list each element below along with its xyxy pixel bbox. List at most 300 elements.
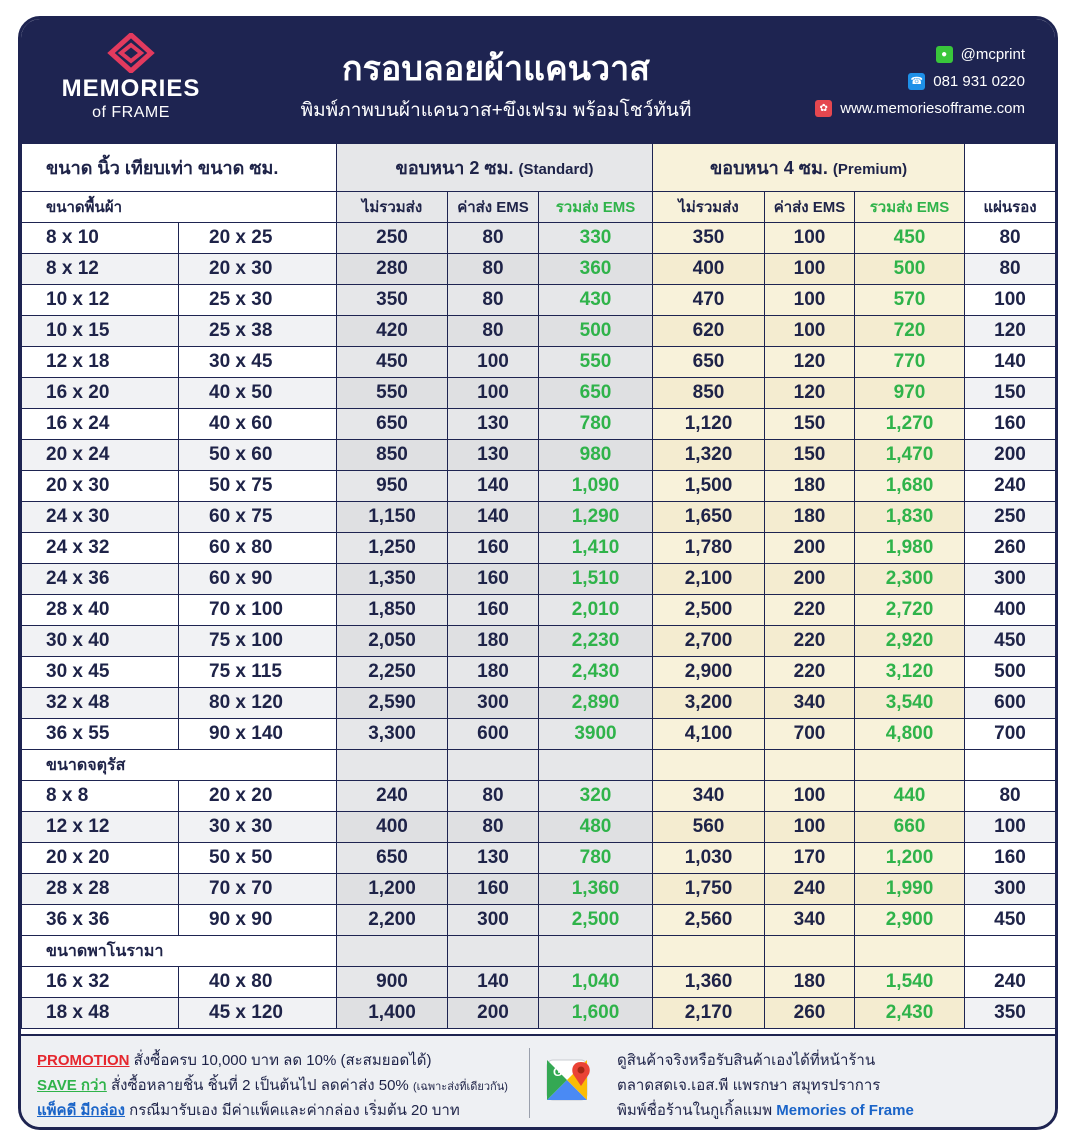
std-no-ship: 650 [337, 843, 448, 874]
pre-with-ems: 1,830 [855, 502, 965, 533]
pre-ems: 120 [765, 347, 855, 378]
std-ems: 160 [448, 874, 539, 905]
pre-with-ems: 570 [855, 285, 965, 316]
section-row [22, 192, 1056, 223]
footer [21, 1034, 1055, 1127]
backing: 450 [965, 626, 1056, 657]
pre-no-ship: 620 [653, 316, 765, 347]
std-ems: 100 [448, 347, 539, 378]
std-no-ship: 1,250 [337, 533, 448, 564]
table-row [22, 595, 1056, 626]
std-ems: 80 [448, 316, 539, 347]
pre-with-ems: 3,540 [855, 688, 965, 719]
size-inch: 20 x 30 [22, 471, 179, 502]
table-row [22, 533, 1056, 564]
table-row [22, 843, 1056, 874]
sub-backing: แผ่นรอง [965, 192, 1056, 223]
price-table [21, 143, 1056, 1029]
empty-cell [965, 936, 1056, 967]
contact-web-text: www.memoriesofframe.com [840, 100, 1025, 117]
empty-cell [855, 750, 965, 781]
empty-cell [448, 750, 539, 781]
pre-with-ems: 720 [855, 316, 965, 347]
std-no-ship: 850 [337, 440, 448, 471]
pre-no-ship: 2,900 [653, 657, 765, 688]
map-info [617, 1048, 914, 1123]
pre-no-ship: 400 [653, 254, 765, 285]
empty-cell [337, 750, 448, 781]
table-row [22, 967, 1056, 998]
pre-no-ship: 1,030 [653, 843, 765, 874]
size-cm: 20 x 30 [179, 254, 337, 285]
standard-header-tag: (Standard) [518, 161, 594, 178]
std-ems: 130 [448, 409, 539, 440]
size-inch: 12 x 18 [22, 347, 179, 378]
table-row [22, 440, 1056, 471]
pre-with-ems: 500 [855, 254, 965, 285]
backing: 80 [965, 223, 1056, 254]
std-with-ems: 780 [539, 843, 653, 874]
pre-ems: 220 [765, 626, 855, 657]
std-sub-with-ems: รวมส่ง EMS [539, 192, 653, 223]
google-maps-icon [545, 1056, 595, 1106]
section-label: ขนาดพาโนรามา [22, 936, 337, 967]
size-inch: 28 x 40 [22, 595, 179, 626]
section-row [22, 750, 1056, 781]
premium-header-tag: (Premium) [832, 161, 908, 178]
pre-ems: 100 [765, 254, 855, 285]
backing: 400 [965, 595, 1056, 626]
std-no-ship: 450 [337, 347, 448, 378]
std-with-ems: 430 [539, 285, 653, 316]
table-row [22, 812, 1056, 843]
size-cm: 50 x 50 [179, 843, 337, 874]
web-icon: ✿ [815, 100, 832, 117]
pack-text: กรณีมารับเอง มีค่าแพ็คและค่ากล่อง เริ่มต้น 20 บาท [125, 1102, 460, 1119]
backing: 450 [965, 905, 1056, 936]
table-row [22, 285, 1056, 316]
pre-no-ship: 4,100 [653, 719, 765, 750]
size-inch: 10 x 15 [22, 316, 179, 347]
section-label: ขนาดพื้นผ้า [22, 192, 337, 223]
save-text: สั่งซื้อหลายชิ้น ชิ้นที่ 2 เป็นต้นไป ลดค่าส่ง 50% [106, 1077, 413, 1094]
std-with-ems: 330 [539, 223, 653, 254]
std-ems: 300 [448, 688, 539, 719]
size-cm: 50 x 60 [179, 440, 337, 471]
pre-no-ship: 1,780 [653, 533, 765, 564]
empty-cell [539, 750, 653, 781]
pre-no-ship: 2,500 [653, 595, 765, 626]
pre-ems: 220 [765, 657, 855, 688]
std-with-ems: 500 [539, 316, 653, 347]
page-subtitle: พิมพ์ภาพบนผ้าแคนวาส+ขึงเฟรม พร้อมโชว์ทันที [300, 100, 692, 121]
price-card [18, 16, 1058, 1130]
backing: 160 [965, 843, 1056, 874]
contact-web[interactable] [815, 95, 1025, 122]
backing: 160 [965, 409, 1056, 440]
size-cm: 80 x 120 [179, 688, 337, 719]
size-inch: 8 x 8 [22, 781, 179, 812]
pre-ems: 340 [765, 905, 855, 936]
pre-with-ems: 1,540 [855, 967, 965, 998]
phone-icon: ☎ [908, 73, 925, 90]
premium-header-label: ขอบหนา 4 ซม. [709, 158, 828, 178]
size-cm: 20 x 20 [179, 781, 337, 812]
size-cm: 25 x 30 [179, 285, 337, 316]
pre-with-ems: 1,680 [855, 471, 965, 502]
pre-ems: 180 [765, 967, 855, 998]
promo-line-pack [37, 1098, 508, 1123]
size-cm: 20 x 25 [179, 223, 337, 254]
pre-with-ems: 3,120 [855, 657, 965, 688]
map-line-2: ตลาดสดเจ.เอส.พี แพรกษา สมุทรปราการ [617, 1077, 881, 1094]
std-with-ems: 1,510 [539, 564, 653, 595]
empty-cell [965, 750, 1056, 781]
std-with-ems: 780 [539, 409, 653, 440]
size-inch: 12 x 12 [22, 812, 179, 843]
section-label: ขนาดจตุรัส [22, 750, 337, 781]
pre-ems: 180 [765, 502, 855, 533]
std-no-ship: 350 [337, 285, 448, 316]
std-ems: 600 [448, 719, 539, 750]
blank-header [965, 144, 1056, 192]
size-cm: 60 x 75 [179, 502, 337, 533]
pre-with-ems: 660 [855, 812, 965, 843]
std-no-ship: 240 [337, 781, 448, 812]
std-ems: 160 [448, 533, 539, 564]
size-inch: 16 x 32 [22, 967, 179, 998]
pre-no-ship: 3,200 [653, 688, 765, 719]
std-no-ship: 900 [337, 967, 448, 998]
table-row [22, 223, 1056, 254]
table-row [22, 564, 1056, 595]
size-cm: 40 x 80 [179, 967, 337, 998]
pre-no-ship: 1,120 [653, 409, 765, 440]
empty-cell [539, 936, 653, 967]
size-cm: 30 x 45 [179, 347, 337, 378]
pre-no-ship: 350 [653, 223, 765, 254]
pre-with-ems: 2,430 [855, 998, 965, 1029]
backing: 350 [965, 998, 1056, 1029]
size-inch: 24 x 30 [22, 502, 179, 533]
pre-ems: 150 [765, 409, 855, 440]
pre-with-ems: 2,900 [855, 905, 965, 936]
pre-with-ems: 2,720 [855, 595, 965, 626]
pre-no-ship: 1,360 [653, 967, 765, 998]
pre-with-ems: 2,920 [855, 626, 965, 657]
pre-ems: 220 [765, 595, 855, 626]
std-with-ems: 2,430 [539, 657, 653, 688]
map-line-3-prefix: พิมพ์ชื่อร้านในกูเกิ้ลแมพ [617, 1102, 777, 1119]
size-inch: 24 x 36 [22, 564, 179, 595]
std-no-ship: 1,850 [337, 595, 448, 626]
std-ems: 80 [448, 223, 539, 254]
save-note: (เฉพาะส่งที่เดียวกัน) [412, 1081, 508, 1093]
std-ems: 80 [448, 812, 539, 843]
std-ems: 200 [448, 998, 539, 1029]
promotion-tag: PROMOTION [37, 1052, 130, 1069]
pre-no-ship: 340 [653, 781, 765, 812]
promotion-text: สั่งซื้อครบ 10,000 บาท ลด 10% (สะสมยอดได้) [129, 1052, 432, 1069]
std-no-ship: 1,200 [337, 874, 448, 905]
std-ems: 180 [448, 657, 539, 688]
table-row [22, 471, 1056, 502]
size-inch: 10 x 12 [22, 285, 179, 316]
std-no-ship: 1,400 [337, 998, 448, 1029]
size-cm: 45 x 120 [179, 998, 337, 1029]
size-cm: 60 x 80 [179, 533, 337, 564]
std-ems: 100 [448, 378, 539, 409]
map-line-1: ดูสินค้าจริงหรือรับสินค้าเองได้ที่หน้าร้าน [617, 1052, 876, 1069]
pre-no-ship: 1,750 [653, 874, 765, 905]
pre-with-ems: 1,980 [855, 533, 965, 564]
pre-with-ems: 1,270 [855, 409, 965, 440]
size-inch: 30 x 40 [22, 626, 179, 657]
size-inch: 8 x 12 [22, 254, 179, 285]
std-ems: 80 [448, 254, 539, 285]
empty-cell [653, 750, 765, 781]
size-cm: 90 x 140 [179, 719, 337, 750]
std-with-ems: 2,230 [539, 626, 653, 657]
size-inch: 36 x 36 [22, 905, 179, 936]
promo-list [37, 1048, 508, 1123]
std-no-ship: 400 [337, 812, 448, 843]
empty-cell [765, 750, 855, 781]
backing: 300 [965, 874, 1056, 905]
line-icon: ● [936, 46, 953, 63]
pre-with-ems: 1,990 [855, 874, 965, 905]
std-ems: 80 [448, 781, 539, 812]
empty-cell [448, 936, 539, 967]
std-with-ems: 1,090 [539, 471, 653, 502]
std-ems: 160 [448, 564, 539, 595]
std-with-ems: 480 [539, 812, 653, 843]
std-with-ems: 550 [539, 347, 653, 378]
size-cm: 30 x 30 [179, 812, 337, 843]
pre-ems: 200 [765, 564, 855, 595]
std-with-ems: 980 [539, 440, 653, 471]
table-row [22, 781, 1056, 812]
size-inch: 16 x 24 [22, 409, 179, 440]
pre-with-ems: 970 [855, 378, 965, 409]
standard-header [337, 144, 653, 192]
std-no-ship: 280 [337, 254, 448, 285]
size-header: ขนาด นิ้ว เทียบเท่า ขนาด ซม. [22, 144, 337, 192]
std-with-ems: 320 [539, 781, 653, 812]
table-row [22, 905, 1056, 936]
size-cm: 40 x 50 [179, 378, 337, 409]
backing: 140 [965, 347, 1056, 378]
backing: 600 [965, 688, 1056, 719]
contact-phone-text: 081 931 0220 [933, 73, 1025, 90]
logo-main-text: MEMORIES [61, 75, 201, 102]
std-with-ems: 1,360 [539, 874, 653, 905]
header [21, 19, 1055, 143]
pre-ems: 700 [765, 719, 855, 750]
size-cm: 60 x 90 [179, 564, 337, 595]
std-no-ship: 550 [337, 378, 448, 409]
size-cm: 70 x 70 [179, 874, 337, 905]
section-row [22, 936, 1056, 967]
size-inch: 30 x 45 [22, 657, 179, 688]
std-no-ship: 2,250 [337, 657, 448, 688]
std-sub-no-ship: ไม่รวมส่ง [337, 192, 448, 223]
standard-header-label: ขอบหนา 2 ซม. [395, 158, 514, 178]
size-inch: 24 x 32 [22, 533, 179, 564]
size-cm: 40 x 60 [179, 409, 337, 440]
footer-divider [529, 1048, 530, 1118]
empty-cell [337, 936, 448, 967]
pre-ems: 120 [765, 378, 855, 409]
std-with-ems: 2,500 [539, 905, 653, 936]
std-no-ship: 950 [337, 471, 448, 502]
table-row [22, 657, 1056, 688]
contact-line[interactable] [815, 41, 1025, 68]
std-no-ship: 2,590 [337, 688, 448, 719]
size-cm: 50 x 75 [179, 471, 337, 502]
table-row [22, 688, 1056, 719]
backing: 120 [965, 316, 1056, 347]
std-with-ems: 1,410 [539, 533, 653, 564]
backing: 100 [965, 812, 1056, 843]
pre-ems: 100 [765, 223, 855, 254]
backing: 80 [965, 781, 1056, 812]
table-body [22, 192, 1056, 1029]
backing: 700 [965, 719, 1056, 750]
size-cm: 75 x 100 [179, 626, 337, 657]
map-line-3 [617, 1098, 914, 1123]
pre-ems: 100 [765, 316, 855, 347]
pre-sub-ems: ค่าส่ง EMS [765, 192, 855, 223]
size-cm: 70 x 100 [179, 595, 337, 626]
table-row [22, 998, 1056, 1029]
pre-ems: 340 [765, 688, 855, 719]
pre-ems: 240 [765, 874, 855, 905]
promo-line-promotion [37, 1048, 508, 1073]
std-ems: 140 [448, 967, 539, 998]
std-with-ems: 1,290 [539, 502, 653, 533]
table-row [22, 316, 1056, 347]
size-inch: 8 x 10 [22, 223, 179, 254]
pre-with-ems: 4,800 [855, 719, 965, 750]
pack-tag: แพ็คดี มีกล่อง [37, 1102, 125, 1119]
size-cm: 75 x 115 [179, 657, 337, 688]
pre-no-ship: 2,170 [653, 998, 765, 1029]
std-ems: 80 [448, 285, 539, 316]
pre-no-ship: 2,700 [653, 626, 765, 657]
pre-no-ship: 1,650 [653, 502, 765, 533]
table-header-row [22, 144, 1056, 192]
contact-line-text: @mcprint [960, 46, 1025, 63]
std-with-ems: 650 [539, 378, 653, 409]
backing: 240 [965, 471, 1056, 502]
std-no-ship: 250 [337, 223, 448, 254]
std-with-ems: 1,600 [539, 998, 653, 1029]
std-with-ems: 1,040 [539, 967, 653, 998]
pre-no-ship: 2,560 [653, 905, 765, 936]
std-no-ship: 1,350 [337, 564, 448, 595]
empty-cell [765, 936, 855, 967]
backing: 260 [965, 533, 1056, 564]
backing: 500 [965, 657, 1056, 688]
page-title: กรอบลอยผ้าแคนวาส [342, 50, 650, 88]
logo [51, 33, 211, 122]
std-ems: 130 [448, 440, 539, 471]
pre-with-ems: 1,200 [855, 843, 965, 874]
logo-sub-text: of FRAME [92, 104, 170, 121]
backing: 100 [965, 285, 1056, 316]
size-inch: 20 x 20 [22, 843, 179, 874]
pre-sub-with-ems: รวมส่ง EMS [855, 192, 965, 223]
logo-diamond-icon [107, 33, 155, 73]
table-row [22, 874, 1056, 905]
pre-ems: 170 [765, 843, 855, 874]
contact-list [815, 41, 1025, 122]
pre-no-ship: 470 [653, 285, 765, 316]
std-no-ship: 3,300 [337, 719, 448, 750]
save-tag: SAVE กว่า [37, 1077, 107, 1094]
std-with-ems: 2,890 [539, 688, 653, 719]
std-with-ems: 360 [539, 254, 653, 285]
premium-header [653, 144, 965, 192]
empty-cell [855, 936, 965, 967]
backing: 240 [965, 967, 1056, 998]
backing: 300 [965, 564, 1056, 595]
pre-with-ems: 1,470 [855, 440, 965, 471]
std-ems: 140 [448, 471, 539, 502]
pre-no-ship: 1,500 [653, 471, 765, 502]
backing: 150 [965, 378, 1056, 409]
size-inch: 20 x 24 [22, 440, 179, 471]
backing: 80 [965, 254, 1056, 285]
pre-ems: 100 [765, 812, 855, 843]
std-sub-ems: ค่าส่ง EMS [448, 192, 539, 223]
pre-ems: 180 [765, 471, 855, 502]
pre-with-ems: 2,300 [855, 564, 965, 595]
pre-ems: 100 [765, 781, 855, 812]
std-ems: 160 [448, 595, 539, 626]
promo-line-save [37, 1073, 508, 1098]
contact-phone[interactable] [815, 68, 1025, 95]
backing: 200 [965, 440, 1056, 471]
std-ems: 130 [448, 843, 539, 874]
pre-no-ship: 2,100 [653, 564, 765, 595]
pre-ems: 200 [765, 533, 855, 564]
table-row [22, 347, 1056, 378]
table-row [22, 254, 1056, 285]
table-row [22, 719, 1056, 750]
pre-no-ship: 1,320 [653, 440, 765, 471]
pre-with-ems: 440 [855, 781, 965, 812]
pre-with-ems: 770 [855, 347, 965, 378]
map-shop-name: Memories of Frame [776, 1102, 914, 1119]
pre-no-ship: 560 [653, 812, 765, 843]
size-inch: 28 x 28 [22, 874, 179, 905]
std-no-ship: 2,200 [337, 905, 448, 936]
std-ems: 180 [448, 626, 539, 657]
pre-no-ship: 650 [653, 347, 765, 378]
table-row [22, 626, 1056, 657]
pre-ems: 100 [765, 285, 855, 316]
std-with-ems: 3900 [539, 719, 653, 750]
pre-no-ship: 850 [653, 378, 765, 409]
size-inch: 18 x 48 [22, 998, 179, 1029]
svg-text:G: G [553, 1065, 563, 1079]
size-inch: 36 x 55 [22, 719, 179, 750]
pre-ems: 260 [765, 998, 855, 1029]
backing: 250 [965, 502, 1056, 533]
table-row [22, 378, 1056, 409]
